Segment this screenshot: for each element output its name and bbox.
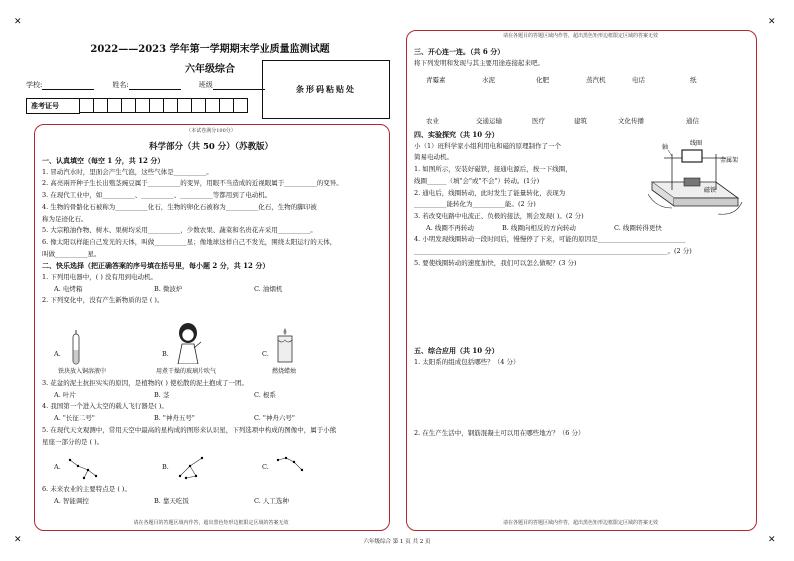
question-text: 线圈______（填"会"或"不会"）转动。(1分) xyxy=(414,176,540,185)
question-text: 2. 在生产生活中，钢筋混凝土可以用在哪些地方？（6 分） xyxy=(414,429,585,437)
match-item-top[interactable]: 水泥 xyxy=(482,76,495,84)
fill-blank-section xyxy=(42,155,382,307)
image-caption: 用煮干燥的玻璃片吹气 xyxy=(156,368,217,375)
option-b[interactable]: B. xyxy=(162,350,169,358)
question-text: 4. 生物的骨骼化石被称为__________化石，生物的卵化石被称为__________化石，生物的脚印被 xyxy=(42,202,317,211)
match-item-bottom[interactable]: 医疗 xyxy=(532,117,545,125)
match-item-top[interactable]: 电话 xyxy=(632,76,645,84)
exam-number-grid[interactable] xyxy=(26,98,248,114)
exam-number-cell[interactable] xyxy=(150,98,164,113)
name-label: 姓名: xyxy=(112,81,129,89)
match-item-top[interactable]: 青霉素 xyxy=(426,76,446,84)
question-text: 4. 小明发现线圈转动一段时间后，慢慢停了下来，可能的原因是___________________________ xyxy=(414,235,686,244)
option-a[interactable]: A. 电烤箱 xyxy=(54,284,83,293)
exam-number-cell[interactable] xyxy=(80,98,94,113)
q1-options xyxy=(42,284,382,296)
match-item-bottom[interactable]: 通信 xyxy=(686,117,699,125)
question-text: 1. 如图所示，安装好磁铁，接通电源后，按一下线圈， xyxy=(414,165,572,174)
option-c[interactable]: C. xyxy=(262,350,269,358)
exam-number-cell[interactable] xyxy=(94,98,108,113)
choice-questions xyxy=(42,378,382,448)
option-c[interactable]: C. 根系 xyxy=(254,390,276,399)
constellation-c-icon xyxy=(276,456,306,476)
question-text: 6. 像太阳以样能自己发光的天体，叫做__________星；像地球这样自己不发光，围绕太阳运行的天体， xyxy=(42,237,337,246)
exam-number-cell[interactable] xyxy=(192,98,206,113)
option-c[interactable]: C. "神舟六号" xyxy=(254,414,295,423)
option-c[interactable]: C. xyxy=(262,463,269,471)
inventions-row xyxy=(426,75,746,84)
exam-number-cell[interactable] xyxy=(234,98,248,113)
exam-subtitle: 六年级综合 xyxy=(185,64,235,75)
option-a[interactable]: A. xyxy=(54,350,61,358)
axis-label: 轴 xyxy=(662,144,669,151)
option-a[interactable]: A. "长征二号" xyxy=(54,414,95,423)
question-text: ______________________________________________________________________________。(2 分) xyxy=(414,247,692,256)
name-field[interactable] xyxy=(112,80,180,90)
answer-area-warning: 请在各题目的答题区域内作答，超出黑色矩形边框限定区域的答案无效 xyxy=(502,520,658,526)
option-b[interactable]: B. xyxy=(162,463,169,471)
q6-options xyxy=(42,496,382,508)
option-b[interactable]: B. 线圈向相反的方向转动 xyxy=(502,223,576,232)
answer-area-warning: 请在各题目的答题区域内作答，超出黑色矩形边框限定区域的答案无效 xyxy=(133,520,289,526)
match-item-bottom[interactable]: 建筑 xyxy=(574,117,587,125)
question-text: 简易电动机。 xyxy=(414,153,453,162)
match-item-top[interactable]: 蒸汽机 xyxy=(586,76,606,84)
image-caption: 铁块放入铜溶液中 xyxy=(58,368,107,375)
option-a[interactable]: A. xyxy=(54,463,61,471)
application-section xyxy=(414,345,749,368)
option-b[interactable]: B. 茎 xyxy=(154,390,170,399)
exam-number-cell[interactable] xyxy=(136,98,150,113)
question-text: __________能转化为__________能。(2 分) xyxy=(414,200,536,209)
magnet-label: 磁铁 xyxy=(704,187,717,194)
section-1-heading: 一、认真填空（每空 1 分，共 12 分） xyxy=(42,156,165,165)
section-3-heading: 三、开心连一连。（共 6 分） xyxy=(414,47,505,56)
question-text: 称为足迹化石。 xyxy=(42,214,88,223)
crop-mark-top-right: ✕ xyxy=(768,17,776,27)
question-text: 3. 在现代工业中，如__________、__________、__________等都用到了电动机。 xyxy=(42,191,272,200)
candle-icon xyxy=(274,326,296,364)
question-text: 3. 花盆的泥土抗拒实实的原因，是植物的( ) 使松散的泥土抱成了一团。 xyxy=(42,379,248,387)
page-footer: 六年级综合 第 1 页 共 2 页 xyxy=(363,539,431,545)
option-b[interactable]: B. 微波炉 xyxy=(154,284,183,293)
match-item-top[interactable]: 纸 xyxy=(690,76,697,84)
exam-number-cell[interactable] xyxy=(178,98,192,113)
question-text: 1. 下列用电器中，( ) 没有用到电动机。 xyxy=(42,273,157,282)
section-4-heading: 四、实验探究（共 10 分） xyxy=(414,130,499,139)
class-label: 班级 xyxy=(198,81,213,89)
electric-motor-diagram xyxy=(646,138,746,222)
s4-q3-options xyxy=(414,223,749,235)
q3-options xyxy=(42,390,382,402)
exam-number-cell[interactable] xyxy=(164,98,178,113)
question-text: 5. 大宗粮油作物、树木、果树均采用__________，少数农果、蔬菜和名贵花卉采用__________。 xyxy=(42,226,317,235)
science-section-title: 科学部分（共 50 分）（苏教版） xyxy=(149,142,273,152)
question-6 xyxy=(42,484,382,507)
test-tube-icon xyxy=(68,330,84,370)
constellation-a-icon xyxy=(66,456,102,480)
question-text: 叫做__________星。 xyxy=(42,249,101,258)
matching-section xyxy=(414,46,749,69)
question-text: 2. 高亮兩开种子生长出殖茎豌豆属于__________的变异，用眼不当造成的近视眼属于__________的变异。 xyxy=(42,179,343,188)
class-field[interactable] xyxy=(199,80,265,90)
question-text: 5. 要使线圈转动的速度加快，我们可以怎么做呢？(3 分) xyxy=(414,258,577,267)
section-2-heading: 二、快乐选择（把正确答案的序号填在括号里，每小题 2 分，共 12 分） xyxy=(42,261,270,271)
question-text: 小（1）班科学家小组利用电和磁的原理制作了一个 xyxy=(414,141,562,150)
section-3-intro: 将下列发明和发现与其主要用途连接起来吧。 xyxy=(414,58,544,67)
exam-number-label: 准考证号 xyxy=(26,98,80,114)
exam-number-cell[interactable] xyxy=(220,98,234,113)
barcode-box: 条形码粘贴处 xyxy=(262,60,390,119)
score-note: （本试卷满分100分） xyxy=(186,128,236,134)
answer-panel-right xyxy=(406,30,757,531)
metal-frame-label: 金属架 xyxy=(720,157,739,164)
crop-mark-bottom-right: ✕ xyxy=(768,535,776,545)
q4-options xyxy=(42,413,382,425)
girl-blowing-icon xyxy=(174,322,202,364)
question-text: 6. 未来农业的主要特点是 ( )。 xyxy=(42,485,131,493)
option-a[interactable]: A. 线圈不再转动 xyxy=(426,223,474,232)
school-field[interactable] xyxy=(26,80,94,90)
question-text: 5. 在现代天文观测中，常用天空中最高的星构成的图形来认识星，下列选项中构成的图像中，属于小熊 xyxy=(42,425,337,434)
match-item-bottom[interactable]: 农业 xyxy=(426,117,439,125)
match-item-bottom[interactable]: 文化传播 xyxy=(618,117,644,125)
question-text: 1. 冒动汽水时，里面会产生气泡，这些气体是__________。 xyxy=(42,167,213,176)
option-a[interactable]: A. 叶片 xyxy=(54,390,76,399)
question-text: 3. 若改变电路中电流正、负极的接法，则会发现( )。(2 分) xyxy=(414,211,584,220)
option-b[interactable]: B. "神舟五号" xyxy=(154,414,195,423)
exam-number-cell[interactable] xyxy=(206,98,220,113)
option-c[interactable]: C. 油烟机 xyxy=(254,284,283,293)
option-b[interactable]: B. 靠天吃饭 xyxy=(154,496,189,505)
question-text: 1. 太阳系的组成包括哪些？（4 分） xyxy=(414,357,520,366)
student-info-row xyxy=(26,80,376,90)
section-5-heading: 五、综合应用（共 10 分） xyxy=(414,346,499,355)
school-label: 学校: xyxy=(26,81,43,89)
match-item-top[interactable]: 化肥 xyxy=(536,76,549,84)
crop-mark-top-left: ✕ xyxy=(14,17,22,27)
exam-title: 2022——2023 学年第一学期期末学业质量监测试题 xyxy=(90,44,330,55)
crop-mark-bottom-left: ✕ xyxy=(14,535,22,545)
option-a[interactable]: A. 智能调控 xyxy=(54,496,89,505)
constellation-b-icon xyxy=(176,454,206,480)
exam-number-cell[interactable] xyxy=(122,98,136,113)
question-text: 2. 通电后，线圈转动，此时发生了能量转化，表现为 xyxy=(414,188,566,197)
answer-area-warning: 请在各题目的答题区域内作答，超出黑色矩形边框限定区域的答案无效 xyxy=(502,33,658,39)
match-item-bottom[interactable]: 交通运输 xyxy=(476,117,502,125)
option-c[interactable]: C. 人工选种 xyxy=(254,496,289,505)
exam-number-cell[interactable] xyxy=(108,98,122,113)
question-text: 2. 下列变化中，没有产生新物质的是 ( )。 xyxy=(42,296,164,305)
option-c[interactable]: C. 线圈转得更快 xyxy=(614,223,662,232)
question-text: 星座一部分的是 ( )。 xyxy=(42,437,104,446)
coil-label: 线圈 xyxy=(690,140,703,147)
uses-row xyxy=(426,116,746,125)
question-text: 4. 我国第一个进入太空的载人飞行器是( )。 xyxy=(42,402,168,411)
image-caption: 燃烧蜡烛 xyxy=(272,368,297,375)
